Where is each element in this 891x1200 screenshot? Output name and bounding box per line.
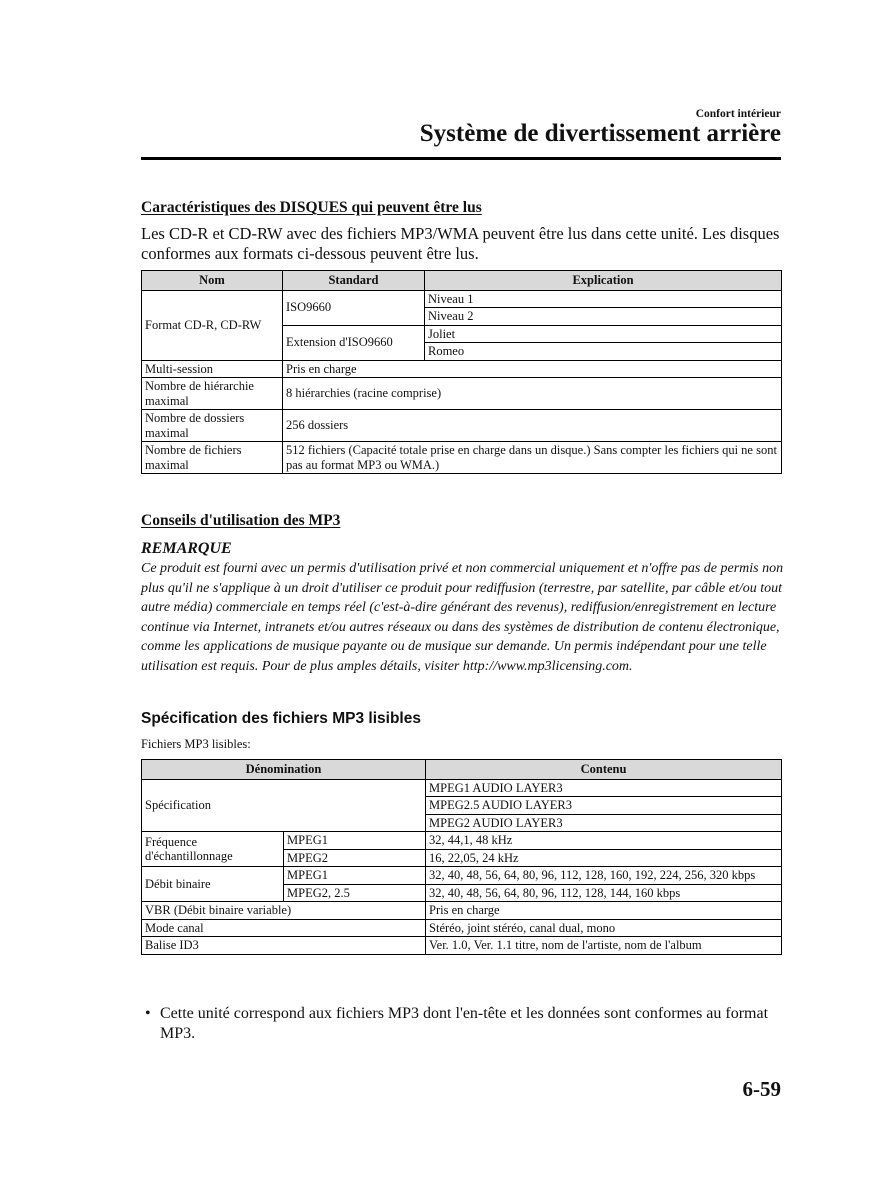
table-cell: Fréquence d'échantillonnage	[142, 832, 284, 867]
table-cell: Pris en charge	[426, 902, 782, 920]
table-cell: MPEG1	[284, 832, 426, 850]
table-cell: Stéréo, joint stéréo, canal dual, mono	[426, 919, 782, 937]
table-cell: 512 fichiers (Capacité totale prise en charge dans un disque.) Sans compter les fichiers qui ne sont pas au format MP3 ou WMA.)	[283, 442, 782, 474]
disc-section-heading: Caractéristiques des DISQUES qui peuvent être lus	[141, 199, 482, 216]
table-row	[142, 378, 782, 410]
remarque-text: Ce produit est fourni avec un permis d'utilisation privé et non commercial uniquement et n'offre pas de permis non plus qu'il ne s'applique à un droit d'utiliser ce produit pour rediffusion (terrestre, par satellite, par câble et/ou tout autre média) commerciale en temps réel (c'est-à-dire générant des revenus), rediffusion/enregistrement en lecture continue via Internet, intranets et/ou autres réseaux ou dans des systèmes de distribution de contenu électronique, comme les applications de musique payante ou de musique sur demande. Un permis indépendant pour une telle utilisation est requis. Pour de plus amples détails, visiter http://www.mp3licensing.com.	[141, 561, 784, 674]
table-cell: Spécification	[142, 779, 426, 832]
table-cell: Ver. 1.0, Ver. 1.1 titre, nom de l'artiste, nom de l'album	[426, 937, 782, 955]
table-cell: 16, 22,05, 24 kHz	[426, 849, 782, 867]
column-header: Explication	[425, 271, 782, 291]
page-title: Système de divertissement arrière	[419, 120, 781, 147]
column-header: Contenu	[426, 760, 782, 780]
table-cell: MPEG2	[284, 849, 426, 867]
table-cell: 32, 40, 48, 56, 64, 80, 96, 112, 128, 144, 160 kbps	[426, 884, 782, 902]
table-cell: Nombre de fichiers maximal	[142, 442, 283, 474]
page-number: 6-59	[742, 1077, 781, 1101]
table-cell: MPEG1 AUDIO LAYER3	[426, 779, 782, 797]
table-cell: 8 hiérarchies (racine comprise)	[283, 378, 782, 410]
table-cell: MPEG2.5 AUDIO LAYER3	[426, 797, 782, 815]
mp3-spec-table	[141, 759, 782, 955]
column-header: Nom	[142, 271, 283, 291]
table-row	[142, 832, 782, 850]
table-cell: Niveau 1	[425, 290, 782, 308]
table-cell: Débit binaire	[142, 867, 284, 902]
table-row	[142, 902, 782, 920]
bullet-icon: •	[145, 1005, 151, 1022]
table-row	[142, 937, 782, 955]
table-row	[142, 410, 782, 442]
table-cell: Extension d'ISO9660	[283, 325, 425, 360]
table-row	[142, 779, 782, 797]
table-cell: 32, 44,1, 48 kHz	[426, 832, 782, 850]
table-cell: MPEG2, 2.5	[284, 884, 426, 902]
column-header: Dénomination	[142, 760, 426, 780]
table-cell: ISO9660	[283, 290, 425, 325]
disc-intro-paragraph: Les CD-R et CD-RW avec des fichiers MP3/WMA peuvent être lus dans cette unité. Les disques conformes aux formats ci-dessous peuvent être lus.	[141, 224, 780, 263]
table-cell: Nombre de hiérarchie maximal	[142, 378, 283, 410]
table-cell: Nombre de dossiers maximal	[142, 410, 283, 442]
spec-section-heading: Spécification des fichiers MP3 lisibles	[141, 710, 421, 727]
table-row	[142, 919, 782, 937]
bullet-text: Cette unité correspond aux fichiers MP3 dont l'en-tête et les données sont conformes au format MP3.	[160, 1005, 769, 1042]
table-cell: Niveau 2	[425, 308, 782, 326]
table-row	[142, 360, 782, 378]
table-cell: Pris en charge	[283, 360, 782, 378]
table-cell: Format CD-R, CD-RW	[142, 290, 283, 360]
spec-subheading: Fichiers MP3 lisibles:	[141, 737, 251, 751]
disc-spec-table	[141, 270, 782, 474]
table-header-row	[142, 760, 782, 780]
table-cell: Romeo	[425, 343, 782, 361]
header-divider	[141, 157, 781, 160]
section-label: Confort intérieur	[695, 108, 781, 120]
table-cell: 32, 40, 48, 56, 64, 80, 96, 112, 128, 160, 192, 224, 256, 320 kbps	[426, 867, 782, 885]
mp3-tips-heading: Conseils d'utilisation des MP3	[141, 512, 341, 529]
table-cell: MPEG2 AUDIO LAYER3	[426, 814, 782, 832]
bullet-note	[145, 1004, 781, 1044]
table-row	[142, 867, 782, 885]
column-header: Standard	[283, 271, 425, 291]
table-cell: 256 dossiers	[283, 410, 782, 442]
table-cell: Multi-session	[142, 360, 283, 378]
table-cell: Balise ID3	[142, 937, 426, 955]
table-cell: MPEG1	[284, 867, 426, 885]
table-row	[142, 290, 782, 308]
table-cell: VBR (Débit binaire variable)	[142, 902, 426, 920]
table-row	[142, 442, 782, 474]
remarque-title: REMARQUE	[141, 540, 232, 557]
table-cell: Mode canal	[142, 919, 426, 937]
table-cell: Joliet	[425, 325, 782, 343]
table-header-row	[142, 271, 782, 291]
